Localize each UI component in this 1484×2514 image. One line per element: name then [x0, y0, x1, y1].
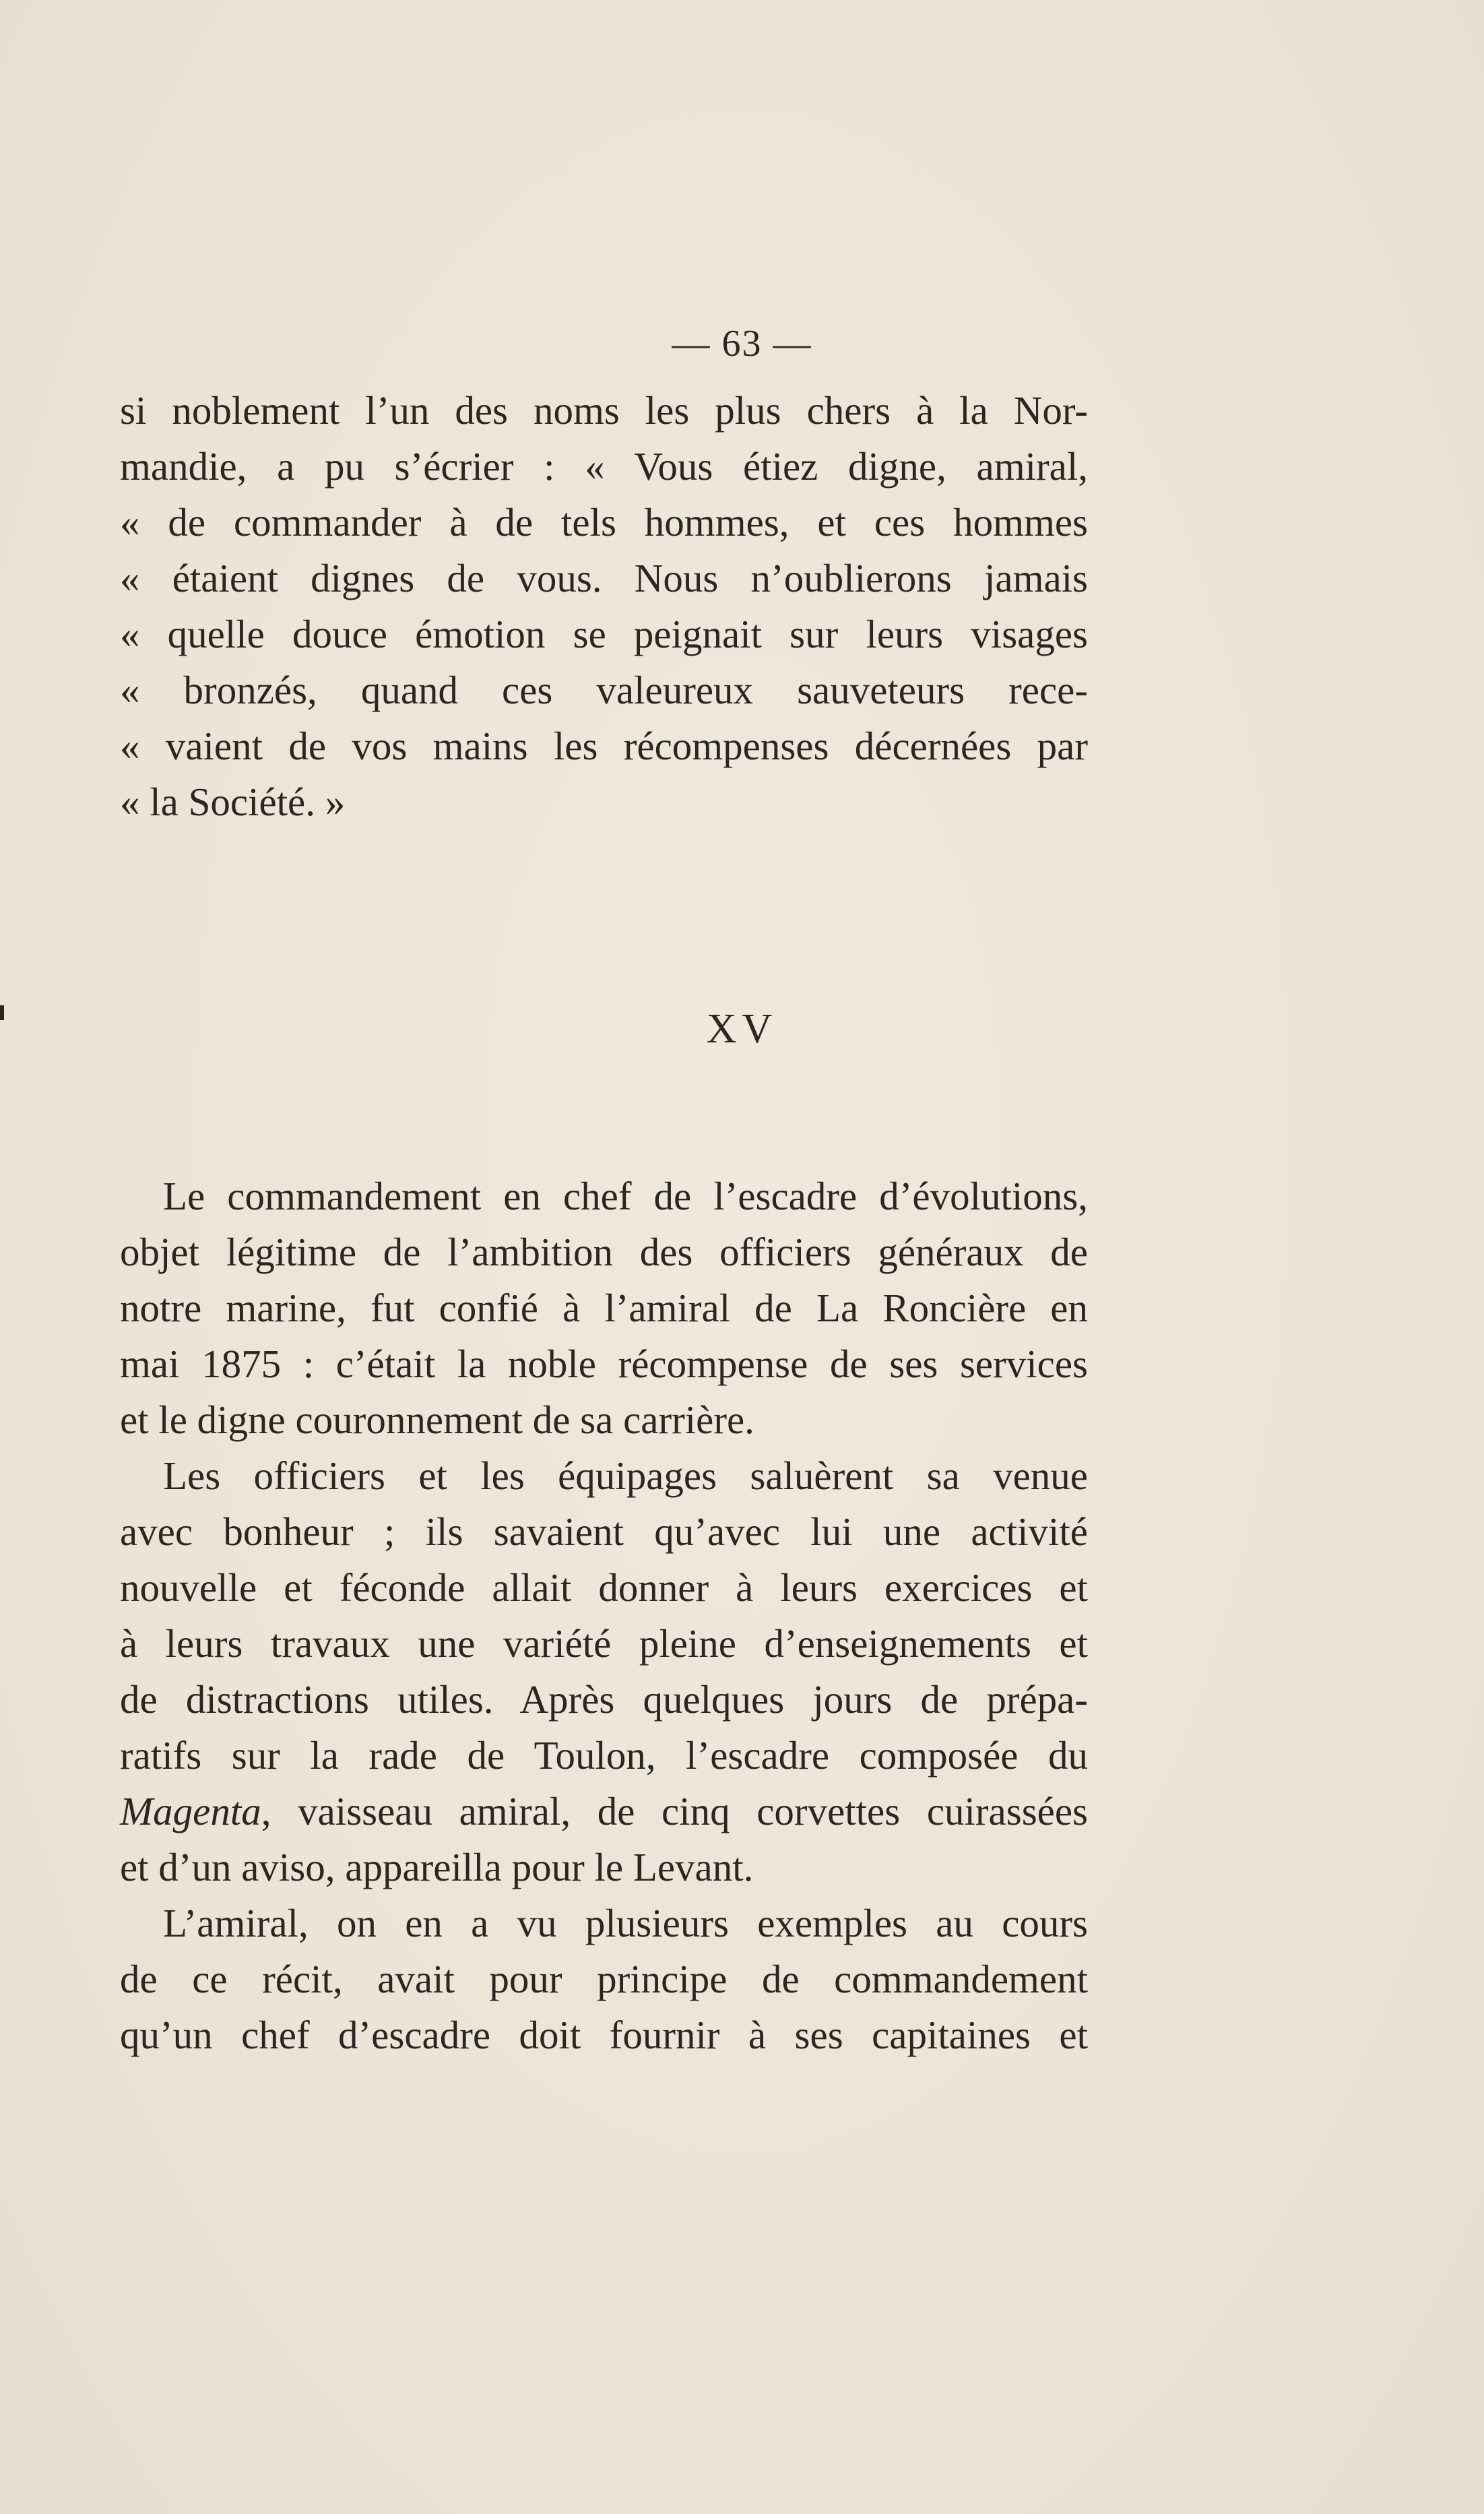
text-line: et d’un aviso, appareilla pour le Levant. [120, 1845, 754, 1889]
paragraph [120, 1448, 1088, 1895]
text-line: à leurs travaux une variété pleine d’enseignements et [120, 1621, 1088, 1666]
text-line: avec bonheur ; ils savaient qu’avec lui une activité [120, 1509, 1088, 1554]
text-line: « étaient dignes de vous. Nous n’oublierons jamais [120, 556, 1088, 600]
paragraph-quote [120, 383, 1088, 830]
text-line: de ce récit, avait pour principe de commandement [120, 1957, 1088, 2001]
text-line: nouvelle et féconde allait donner à leurs exercices et [120, 1565, 1088, 1610]
text-line: de distractions utiles. Après quelques jours de prépa- [120, 1677, 1088, 1722]
text-line: « quelle douce émotion se peignait sur leurs visages [120, 612, 1088, 656]
text-line: mandie, a pu s’écrier : « Vous étiez digne, amiral, [120, 444, 1088, 489]
chapter-heading: XV [706, 1006, 778, 1052]
text-line: L’amiral, on en a vu plusieurs exemples au cours [163, 1901, 1088, 1945]
body-text [120, 1168, 1088, 2063]
page-number: — 63 — [672, 323, 812, 365]
text-line: « vaient de vos mains les récompenses décernées par [120, 724, 1088, 768]
text-segment: , vaisseau amiral, de cinq corvettes cuirassées [261, 1789, 1088, 1833]
text-line: si noblement l’un des noms les plus chers à la Nor- [120, 388, 1088, 433]
text-line: Les officiers et les équipages saluèrent sa venue [163, 1453, 1088, 1498]
text-line: notre marine, fut confié à l’amiral de La Roncière en [120, 1286, 1088, 1330]
text-line: mai 1875 : c’était la noble récompense de ses services [120, 1342, 1088, 1386]
paragraph [120, 1168, 1088, 1448]
text-line: qu’un chef d’escadre doit fournir à ses capitaines et [120, 2013, 1088, 2057]
paragraph [120, 1895, 1088, 2063]
text-line: ratifs sur la rade de Toulon, l’escadre composée du [120, 1733, 1088, 1778]
text-line: et le digne couronnement de sa carrière. [120, 1397, 754, 1442]
text-line: « de commander à de tels hommes, et ces hommes [120, 500, 1088, 544]
text-line: Le commandement en chef de l’escadre d’évolutions, [163, 1174, 1088, 1218]
ship-name: Magenta [120, 1789, 261, 1833]
text-line: « la Société. » [120, 780, 346, 824]
text-line: « bronzés, quand ces valeureux sauveteurs rece- [120, 668, 1088, 712]
text-line: objet légitime de l’ambition des officiers généraux de [120, 1230, 1088, 1274]
text-line [120, 1784, 1088, 1840]
